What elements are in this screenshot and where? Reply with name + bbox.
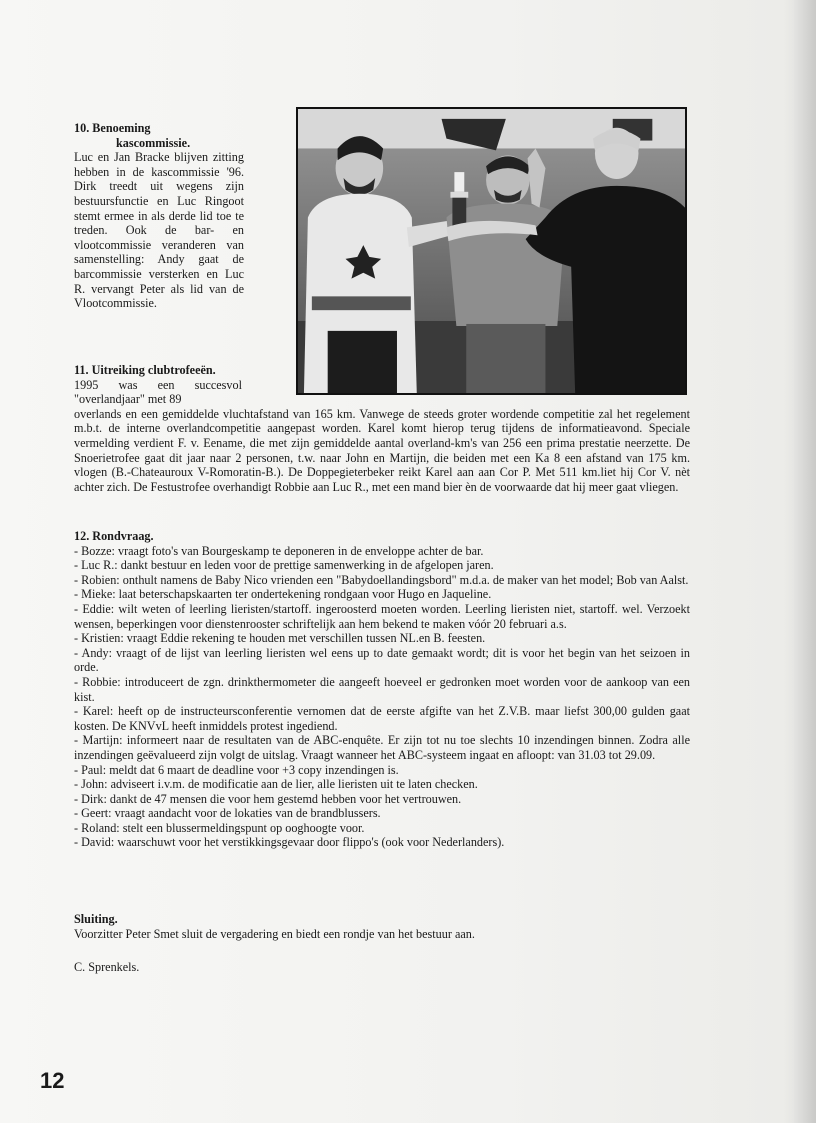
uitreiking-lead: 1995 was een succesvol "overlandjaar" met 89 (74, 377, 242, 407)
benoeming-heading-line1: 10. Benoeming (74, 121, 151, 135)
signature: C. Sprenkels. (74, 960, 140, 974)
rondvraag-item: - Andy: vraagt of de lijst van leerling lieristen wel eens up to date gemaakt wordt; dit is voor het begin van het seizoen in orde. (74, 645, 690, 675)
rondvraag-item: - Paul: meldt dat 6 maart de deadline voor +3 copy inzendingen is. (74, 762, 399, 777)
section-rondvraag (74, 529, 690, 850)
section-uitreiking (74, 363, 690, 494)
rondvraag-item: - Eddie: wilt weten of leerling lieristen/startoff. ingeroosterd moeten worden. Leerling lieristen niet, startoff. wel. Verzoekt wensen, beperkingen voor dienstenrooster schriftelijk aan hem bekend te maken vóór 20 februari a.s. (74, 601, 690, 631)
page-number: 12 (40, 1068, 65, 1093)
rondvraag-item: - Dirk: dankt de 47 mensen die voor hem gestemd hebben voor het vertrouwen. (74, 791, 462, 806)
rondvraag-item: - John: adviseert i.v.m. de modificatie aan de lier, alle lieristen uit te laten checken. (74, 777, 478, 792)
benoeming-text: Luc en Jan Bracke blijven zitting hebben in de kascommissie '96. Dirk treedt uit wegens zijn bestuursfunctie en Luc Ringoot stemt ermee in als derde lid toe te treden. Ook de bar- en vlootcommissie veranderen van samenstelling: Andy gaat de barcommissie versterken en Luc R. vervangt Peter als lid van de Vlootcommissie. (74, 150, 244, 311)
uitreiking-heading: 11. Uitreiking clubtrofeeën. (74, 363, 216, 377)
page-edge (794, 0, 816, 1123)
sluiting-heading: Sluiting. (74, 912, 118, 926)
rondvraag-item: - Martijn: informeert naar de resultaten van de ABC-enquête. Er zijn tot nu toe slechts 10 inzendingen binnen. Zodra alle inzendingen geëvalueerd zijn volgt de uitslag. Vraagt wanneer het ABC-systeem ingaat en afloopt: van 31.03 tot 29.09. (74, 733, 690, 762)
sluiting-text: Voorzitter Peter Smet sluit de vergadering en biedt een rondje van het bestuur aan. (74, 926, 475, 941)
section-benoeming (74, 121, 244, 311)
rondvraag-item: - Geert: vraagt aandacht voor de lokaties van de brandblussers. (74, 806, 381, 821)
photo-trophy-presentation (296, 107, 687, 395)
rondvraag-item: - Karel: heeft op de instructeursconferentie vernomen dat de eerste afgifte van het Z.V.B. maar liefst 300,00 gulden gaat kosten. De KNVvL heeft inmiddels protest ingediend. (74, 704, 690, 733)
rondvraag-item: - Roland: stelt een blussermeldingspunt op ooghoogte voor. (74, 820, 365, 835)
rondvraag-item: - David: waarschuwt voor het verstikkingsgevaar door flippo's (ook voor Nederlanders). (74, 835, 505, 850)
rondvraag-heading: 12. Rondvraag. (74, 529, 154, 543)
rondvraag-item: - Robien: onthult namens de Baby Nico vrienden een "Babydoellandingsbord" m.d.a. de maker van het model; Bob van Aalst. (74, 572, 689, 587)
rondvraag-item: - Luc R.: dankt bestuur en leden voor de prettige samenwerking in de afgelopen jaren. (74, 558, 494, 573)
rondvraag-item: - Mieke: laat beterschapskaarten ter ondertekening rondgaan voor Hugo en Jaqueline. (74, 587, 492, 602)
rondvraag-item: - Kristien: vraagt Eddie rekening te houden met verschillen tussen NL.en B. feesten. (74, 631, 486, 646)
rondvraag-item: - Bozze: vraagt foto's van Bourgeskamp te deponeren in de enveloppe achter de bar. (74, 543, 484, 558)
rondvraag-item: - Robbie: introduceert de zgn. drinkthermometer die aangeeft hoeveel er gedronken moet worden voor de aankoop van een kist. (74, 674, 690, 704)
section-sluiting (74, 912, 690, 941)
benoeming-heading-line2: kascommissie. (116, 135, 191, 150)
uitreiking-text: overlands en een gemiddelde vluchtafstand van 165 km. Vanwege de steeds groter wordende competitie zal het regelement m.b.t. de interne overlandcompetitie aangepast worden. Karel komt hierop terug tijdens de informatieavond. Speciale vermelding verdient F. v. Eename, die met zijn gemiddelde aantal overland-km's van 256 een prima prestatie neerzette. De Snoerietrofee gaat dit jaar naar 2 personen, t.w. naar John en Martijn, die beiden met een Ka 8 een afstand van 175 km. vlogen (B.-Chateauroux V-Romoratin-B.). De Doppegieterbeker reikt Karel aan aan Cor P. Met 511 km.liet hij Cor V. nèt achter zich. De Festustrofee overhandigt Robbie aan Luc R., met een mand bier èn de voorwaarde dat hij meer gaat vliegen. (74, 406, 690, 494)
